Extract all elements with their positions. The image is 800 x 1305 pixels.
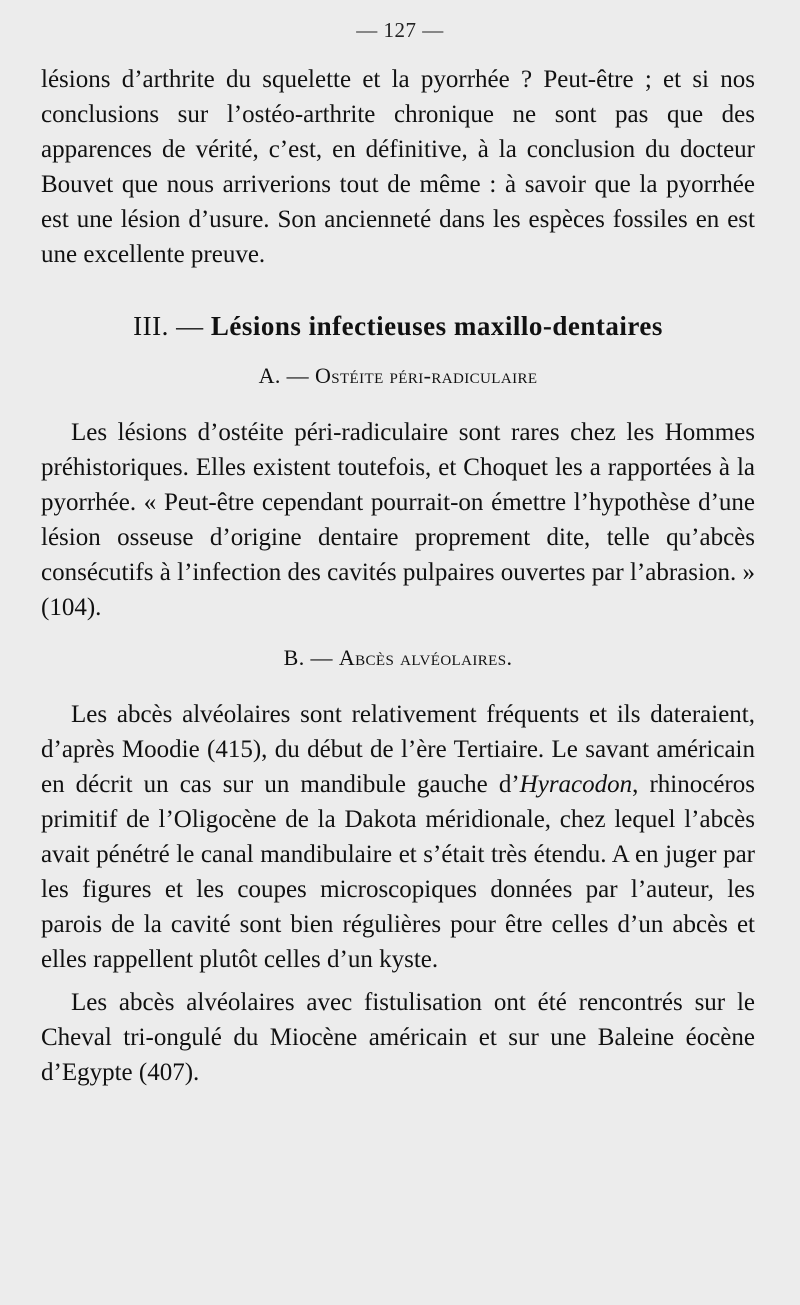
paragraph-pyorrhee-conclusion: lésions d’arthrite du squelette et la pyorrhée ? Peut-être ; et si nos conclusions sur l’ostéo-arthrite chronique ne sont pas que des apparences de vérité, c’est, en définitive, à la conclusion du docteur Bouvet que nous arriverions tout de même : à savoir que la pyorrhée est une lésion d’usure. Son ancienneté dans les espèces fossiles en est une excellente preuve. [41,66,755,268]
section-number: III. — [133,311,204,341]
paragraph-abces-alveolaires [41,697,755,977]
subsection-a-title: Ostéite péri-radiculaire [314,363,538,388]
paragraph-osteite: Les lésions d’ostéite péri-radiculaire sont rares chez les Hommes préhistoriques. Elles existent toutefois, et Choquet les a rapportées à la pyorrhée. « Peut-être cependant pourrait-on émettre l’hypothèse d’une lésion osseuse d’origine dentaire proprement dite, telle qu’abcès consécutifs à l’infection des cavités pulpaires ouvertes par l’abrasion. » (104). [41,419,755,621]
page-content [41,62,755,1090]
page-number: — 127 — [356,18,444,42]
subsection-a-heading [41,361,755,391]
section-title: Lésions infectieuses maxillo-dentaires [210,311,663,341]
paragraph-abces-text-end: , rhinocéros primitif de l’Oligocène de la Dakota méridionale, chez lequel l’abcès avait pénétré le canal mandibulaire et s’était très étendu. A en juger par les figures et les coupes microscopiques données par l’auteur, les parois de la cavité sont bien régulières pour être celles d’un abcès et elles rappellent plutôt celles d’un kyste. [41,771,755,973]
paragraph-fistulisation: Les abcès alvéolaires avec fistulisation ont été rencontrés sur le Cheval tri-ongulé du Miocène américain et sur une Baleine éocène d’Egypte (407). [41,989,755,1086]
subsection-b-title: Abcès alvéolaires. [338,645,513,670]
subsection-b-label: B. — [283,645,333,670]
species-name-hyracodon: Hyracodon [519,771,633,798]
section-heading [41,309,755,343]
subsection-a-label: A. — [258,363,310,388]
paragraph-abces-text-start: Les abcès alvéolaires sont relativement fréquents et ils dateraient, d’après Moodie (415), du début de l’ère Tertiaire. Le savant américain en décrit un cas sur un mandibule gauche d’ [41,701,755,798]
subsection-b-heading [41,643,755,673]
